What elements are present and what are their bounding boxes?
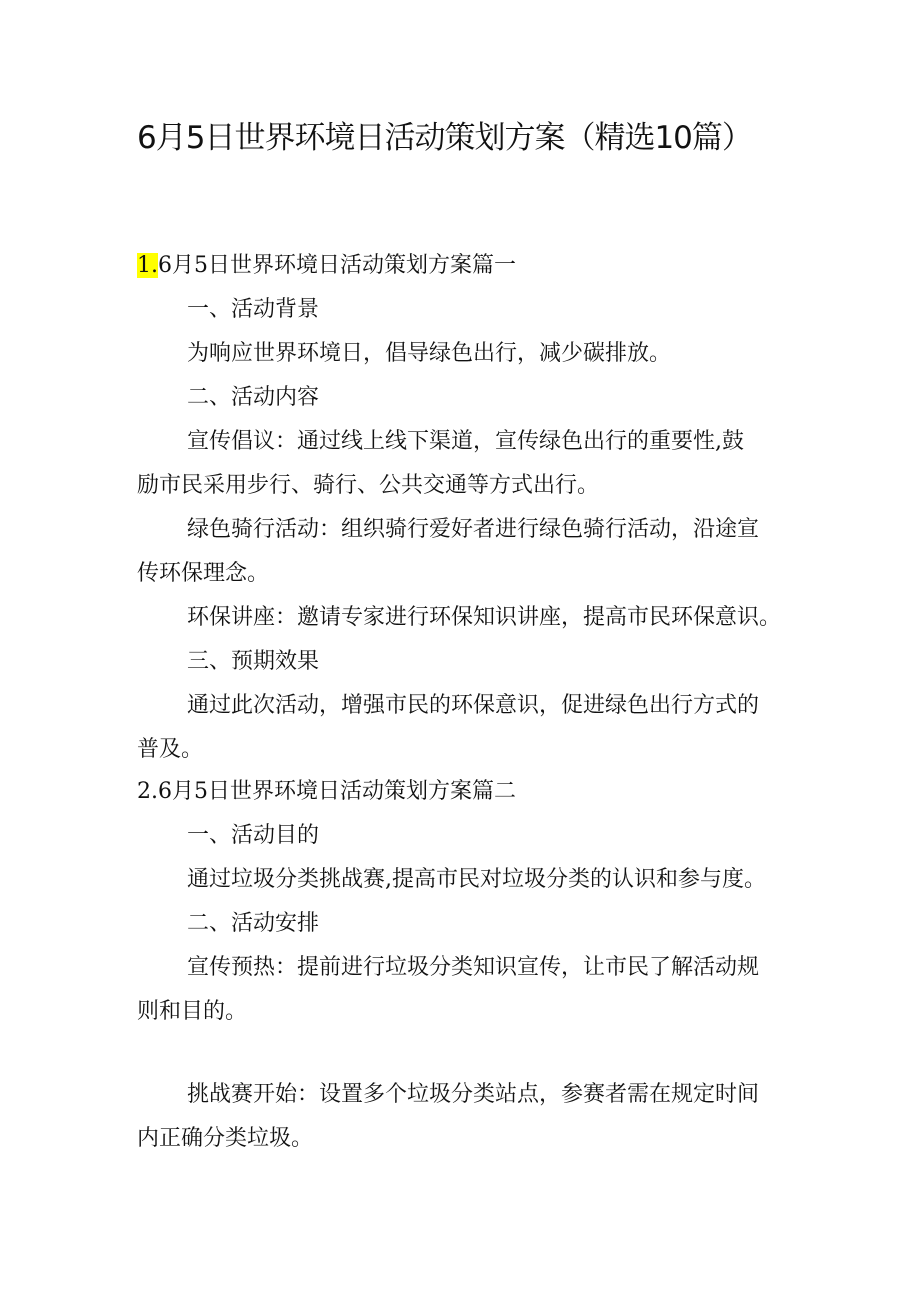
section1-item3: 环保讲座：邀请专家进行环保知识讲座，提高市民环保意识。 xyxy=(187,605,782,630)
section2-item2-line2: 内正确分类垃圾。 xyxy=(137,1126,314,1151)
section2-heading: 2.6月5日世界环境日活动策划方案篇二 xyxy=(137,779,516,804)
section2-sub1-text: 通过垃圾分类挑战赛,提高市民对垃圾分类的认识和参与度。 xyxy=(187,867,766,892)
section1-sub3-heading: 三、预期效果 xyxy=(187,649,320,674)
section1-heading xyxy=(137,244,797,288)
section1-sub3-line2: 普及。 xyxy=(137,737,204,762)
section1-heading-number: 1. xyxy=(137,253,158,278)
section2-sub1-heading: 一、活动目的 xyxy=(187,823,320,848)
section1-sub1-text: 为响应世界环境日，倡导绿色出行，减少碳排放。 xyxy=(187,341,672,366)
section2-item2-line1: 挑战赛开始：设置多个垃圾分类站点，参赛者需在规定时间 xyxy=(187,1082,760,1107)
section1-item2-line2: 传环保理念。 xyxy=(137,561,270,586)
section2-item1-line1: 宣传预热：提前进行垃圾分类知识宣传，让市民了解活动规 xyxy=(187,955,760,980)
section1-item2-line1: 绿色骑行活动：组织骑行爱好者进行绿色骑行活动，沿途宣 xyxy=(187,517,760,542)
section1-sub2-heading: 二、活动内容 xyxy=(187,385,320,410)
document-title: 6月5日世界环境日活动策划方案（精选10篇） xyxy=(137,120,752,156)
section2-item1-line2: 则和目的。 xyxy=(137,999,248,1024)
section1-item1-line2: 励市民采用步行、骑行、公共交通等方式出行。 xyxy=(137,473,600,498)
section1-sub3-line1: 通过此次活动，增强市民的环保意识，促进绿色出行方式的 xyxy=(187,693,760,718)
section1-heading-text: 6月5日世界环境日活动策划方案篇一 xyxy=(158,253,516,278)
section2-sub2-heading: 二、活动安排 xyxy=(187,911,320,936)
section1-sub1-heading: 一、活动背景 xyxy=(187,297,320,322)
section1-item1-line1: 宣传倡议：通过线上线下渠道，宣传绿色出行的重要性,鼓 xyxy=(187,429,744,454)
